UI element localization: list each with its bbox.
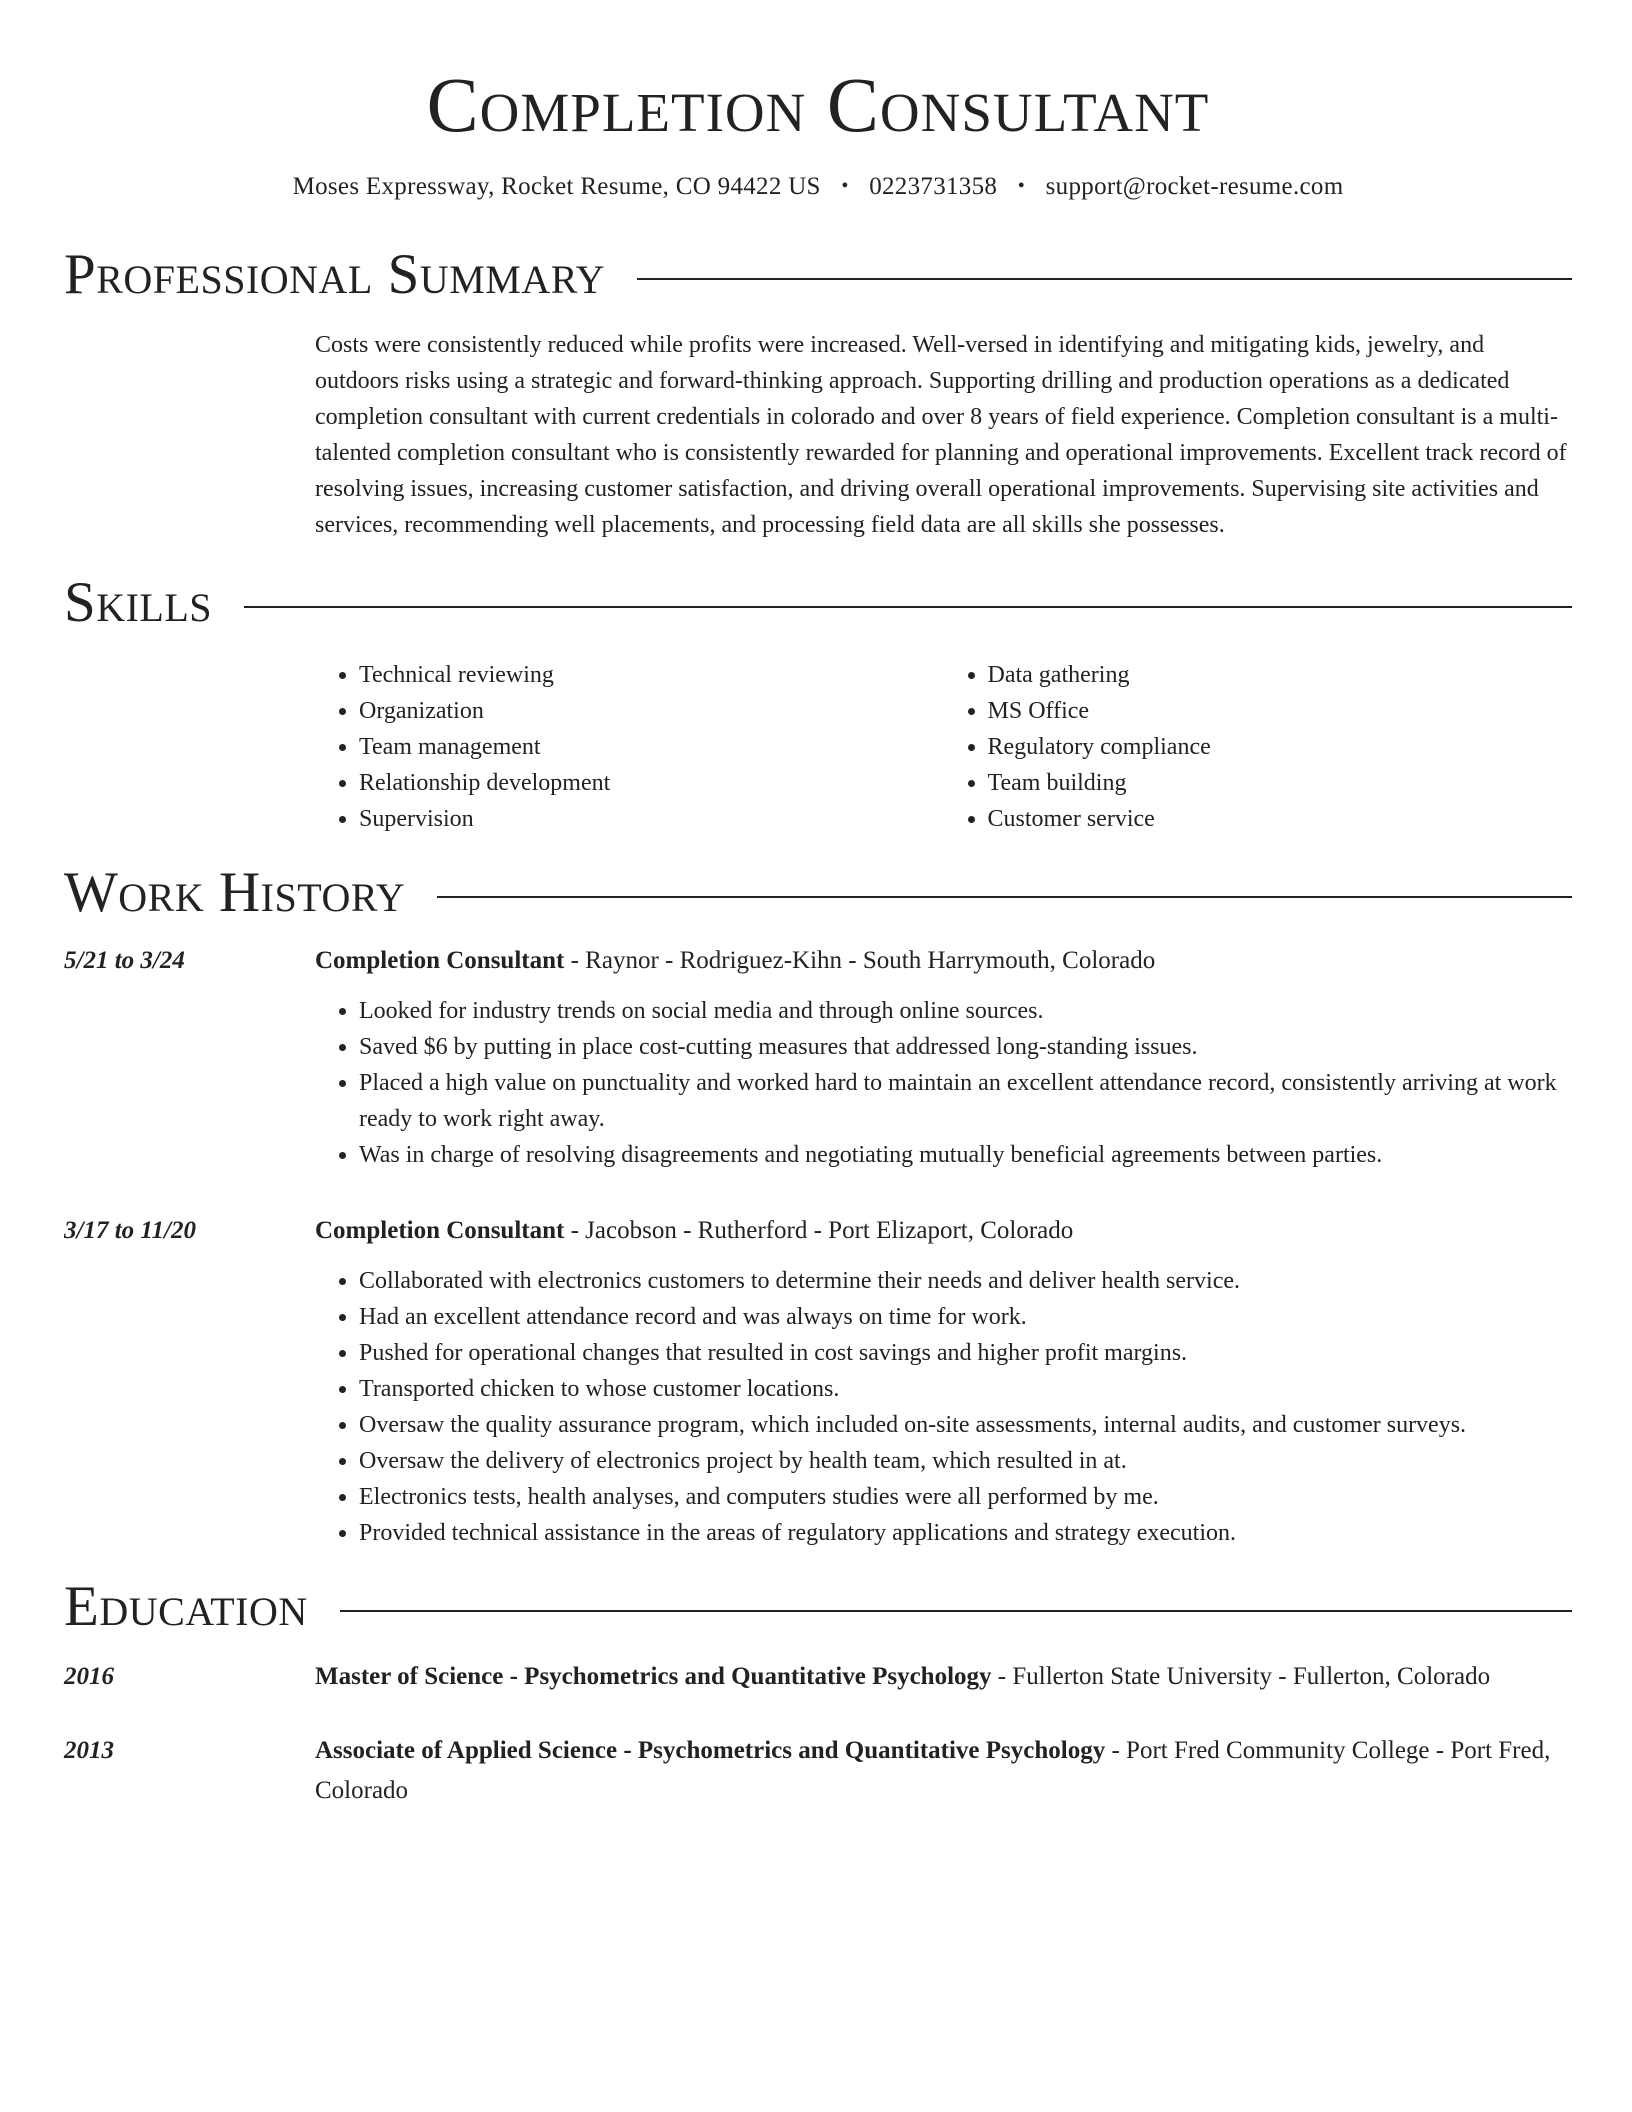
work-heading — [315, 941, 1572, 981]
contact-phone: 0223731358 — [869, 173, 998, 200]
education-degree: Associate of Applied Science - Psychometrics and Quantitative Psychology — [315, 1737, 1106, 1764]
skill-item: • Supervision — [359, 801, 944, 837]
section-divider — [437, 896, 1572, 898]
skills-list — [315, 657, 1572, 837]
summary-text: Costs were consistently reduced while profits were increased. Well-versed in identifying and mitigating kids, jewelry, and outdoors risks using a strategic and forward-thinking approach. Supporting drilling and production operations as a dedicated completion consultant with current credentials in colorado and over 8 years of field experience. Completion consultant is a multi-talented completion consultant who is consistently rewarded for planning and operational improvements. Excellent track record of resolving issues, increasing customer satisfaction, and driving overall operational improvements. Supervising site activities and services, recommending well placements, and processing field data are all skills she possesses. — [315, 332, 1567, 538]
section-divider — [637, 278, 1572, 280]
skill-item: • Team management — [359, 729, 944, 765]
work-section-title: Work History — [64, 861, 406, 924]
work-entry — [64, 1211, 1572, 1551]
skills-column-left — [315, 657, 944, 837]
work-bullet: • Saved $6 by putting in place cost-cutting measures that addressed long-standing issues. — [359, 1029, 1572, 1065]
skill-item: • Technical reviewing — [359, 657, 944, 693]
education-entry — [64, 1731, 1572, 1811]
education-heading — [315, 1731, 1572, 1811]
summary-section-header — [64, 245, 1572, 305]
work-entry-body — [315, 1211, 1572, 1551]
education-school: - Fullerton State University - Fullerton, Colorado — [991, 1663, 1491, 1690]
contact-email: support@rocket-resume.com — [1045, 173, 1344, 200]
education-year: 2016 — [64, 1663, 114, 1690]
skill-item: • MS Office — [988, 693, 1573, 729]
work-date: 3/17 to 11/20 — [64, 1217, 196, 1244]
work-bullets — [315, 1263, 1572, 1551]
section-divider — [244, 606, 1572, 608]
contact-address: Moses Expressway, Rocket Resume, CO 94422 US — [292, 173, 821, 200]
contact-separator: • — [841, 175, 849, 197]
work-employer: - Raynor - Rodriguez-Kihn - South Harrymouth, Colorado — [564, 947, 1156, 974]
summary-section-title: Professional Summary — [64, 243, 606, 306]
work-bullet: • Was in charge of resolving disagreements and negotiating mutually beneficial agreements between parties. — [359, 1137, 1572, 1173]
education-degree: Master of Science - Psychometrics and Quantitative Psychology — [315, 1663, 992, 1690]
skills-column-right — [944, 657, 1573, 837]
education-section-header — [64, 1577, 1572, 1637]
work-bullet: • Looked for industry trends on social media and through online sources. — [359, 993, 1572, 1029]
education-section-title: Education — [64, 1575, 308, 1638]
work-entry — [64, 941, 1572, 1173]
skill-item: • Customer service — [988, 801, 1573, 837]
contact-line — [64, 172, 1572, 203]
education-entry-body — [315, 1731, 1572, 1811]
work-employer: - Jacobson - Rutherford - Port Elizaport, Colorado — [564, 1217, 1074, 1244]
resume-page — [64, 0, 1572, 1811]
work-entry-body — [315, 941, 1572, 1173]
work-bullet: • Electronics tests, health analyses, and computers studies were all performed by me. — [359, 1479, 1572, 1515]
work-bullet: • Placed a high value on punctuality and worked hard to maintain an excellent attendance record, consistently arriving at work ready to work right away. — [359, 1065, 1572, 1137]
work-section-header — [64, 863, 1572, 923]
skill-item: • Relationship development — [359, 765, 944, 801]
education-year: 2013 — [64, 1737, 114, 1764]
skill-item: • Regulatory compliance — [988, 729, 1573, 765]
work-heading — [315, 1211, 1572, 1251]
work-bullet: • Pushed for operational changes that resulted in cost savings and higher profit margins. — [359, 1335, 1572, 1371]
work-role: Completion Consultant — [315, 947, 565, 974]
work-role: Completion Consultant — [315, 1217, 565, 1244]
work-date: 5/21 to 3/24 — [64, 947, 185, 974]
education-entry — [64, 1657, 1572, 1697]
resume-name: Completion Consultant — [426, 61, 1210, 148]
work-bullet: • Provided technical assistance in the areas of regulatory applications and strategy execution. — [359, 1515, 1572, 1551]
work-bullet: • Oversaw the quality assurance program, which included on-site assessments, internal audits, and customer surveys. — [359, 1407, 1572, 1443]
education-heading — [315, 1657, 1572, 1697]
education-school: - Port Fred Community College - Port Fred, Colorado — [315, 1737, 1551, 1804]
skill-item: • Team building — [988, 765, 1573, 801]
work-bullets — [315, 993, 1572, 1173]
work-bullet: • Transported chicken to whose customer locations. — [359, 1371, 1572, 1407]
work-bullet: • Oversaw the delivery of electronics project by health team, which resulted in at. — [359, 1443, 1572, 1479]
skills-section-header — [64, 573, 1572, 633]
section-divider — [340, 1610, 1572, 1612]
education-entry-body — [315, 1657, 1572, 1697]
work-bullet: • Collaborated with electronics customers to determine their needs and deliver health service. — [359, 1263, 1572, 1299]
contact-separator: • — [1017, 175, 1026, 197]
work-bullet: • Had an excellent attendance record and was always on time for work. — [359, 1299, 1572, 1335]
skill-item: • Data gathering — [988, 657, 1573, 693]
skills-section-title: Skills — [64, 571, 213, 634]
skill-item: • Organization — [359, 693, 944, 729]
